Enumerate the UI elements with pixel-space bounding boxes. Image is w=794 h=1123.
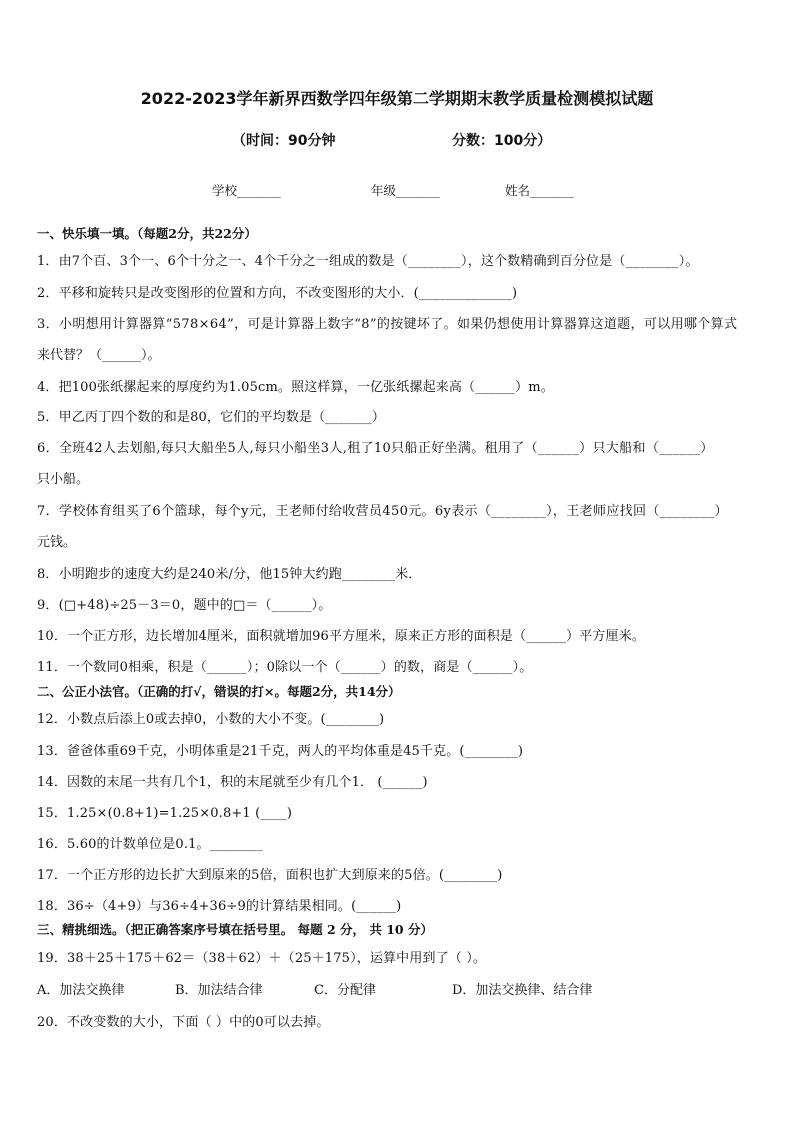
page-title: 2022-2023学年新界西数学四年级第二学期期末教学质量检测模拟试题 xyxy=(140,89,654,108)
question-8: 8．小明跑步的速度大约是240米/分，他15钟大约跑________米． xyxy=(37,567,422,582)
exam-score: 分数：100分） xyxy=(452,133,552,149)
option-c: C．分配律 xyxy=(314,983,376,998)
question-16: 16．5.60的计数单位是0.1。________ xyxy=(37,837,263,852)
question-9: 9．(□+48)÷25－3＝0，题中的□＝（______）。 xyxy=(37,598,332,613)
question-3-continued: 来代替？（______）。 xyxy=(37,348,161,363)
question-12: 12．小数点后添上0或去掉0，小数的大小不变。(________) xyxy=(37,712,385,727)
option-d: D．加法交换律、结合律 xyxy=(452,983,593,998)
question-19: 19．38＋25＋175＋62＝（38＋62）＋（25＋175），运算中用到了（ ）。 xyxy=(37,951,487,966)
question-7-continued: 元钱。 xyxy=(37,535,77,550)
section-heading: 三、精挑细选。（把正确答案序号填在括号里。 每题 2 分， 共 10 分） xyxy=(37,922,433,937)
question-4: 4．把100张纸摞起来的厚度约为1.05cm。照这样算，一亿张纸摞起来高（______）m。 xyxy=(37,380,554,395)
question-11: 11．一个数同0相乘，积是（______）；0除以一个（______）的数，商是（______）。 xyxy=(37,660,533,675)
school-field: 学校_______ xyxy=(212,183,281,198)
question-10: 10．一个正方形，边长增加4厘米，面积就增加96平方厘米，原来正方形的面积是（______）平方厘米。 xyxy=(37,629,646,644)
question-6-continued: 只小船。 xyxy=(37,472,90,487)
question-7: 7．学校体育组买了6个篮球，每个y元，王老师付给收营员450元。6y表示（________），王老师应找回（________） xyxy=(37,504,728,519)
question-1: 1．由7个百、3个一、6个十分之一、4个千分之一组成的数是（________），这个数精确到百分位是（________）。 xyxy=(37,254,699,269)
question-3: 3．小明想用计算器算“578×64”，可是计算器上数字“8”的按键坏了。如果仍想使用计算器算这道题，可以用哪个算式 xyxy=(37,317,738,332)
question-2: 2．平移和旋转只是改变图形的位置和方向，不改变图形的大小．(______________) xyxy=(37,286,518,301)
section-heading: 一、快乐填一填。（每题2分，共22分） xyxy=(37,226,257,241)
option-b: B．加法结合律 xyxy=(175,983,263,998)
name-field: 姓名_______ xyxy=(505,183,574,198)
question-13: 13．爸爸体重69千克，小明体重是21千克，两人的平均体重是45千克。(________) xyxy=(37,744,524,759)
question-15: 15．1.25×(0.8+1)=1.25×0.8+1 (____) xyxy=(37,806,293,821)
option-a: A．加法交换律 xyxy=(37,983,125,998)
grade-field: 年级_______ xyxy=(371,183,440,198)
question-5: 5．甲乙丙丁四个数的和是80，它们的平均数是（_______） xyxy=(37,410,385,425)
section-heading: 二、公正小法官。（正确的打√，错误的打×。每题2分，共14分） xyxy=(37,684,401,699)
question-17: 17．一个正方形的边长扩大到原来的5倍，面积也扩大到原来的5倍。(________) xyxy=(37,868,503,883)
question-18: 18．36÷（4+9）与36÷4+36÷9的计算结果相同。(______) xyxy=(37,899,402,914)
question-6: 6．全班42人去划船,每只大船坐5人,每只小船坐3人,租了10只船正好坐满。租用了（______）只大船和（______） xyxy=(37,441,714,456)
question-14: 14．因数的末尾一共有几个1，积的末尾就至少有几个1． (______) xyxy=(37,775,428,790)
exam-time: （时间：90分钟 xyxy=(232,133,336,149)
question-20: 20．不改变数的大小，下面（ ）中的0可以去掉。 xyxy=(37,1015,330,1030)
